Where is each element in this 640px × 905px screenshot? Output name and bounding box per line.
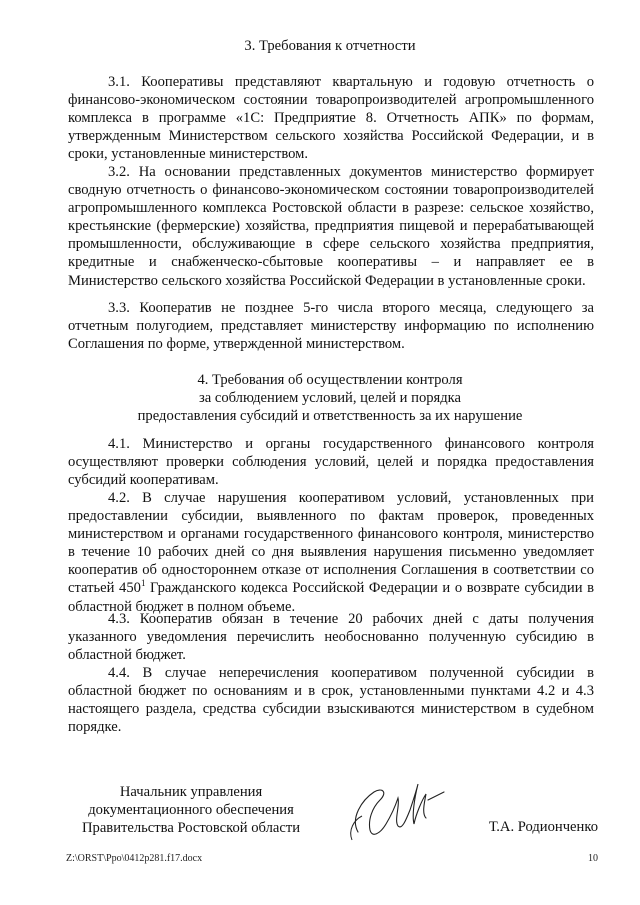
paragraph-3-1: 3.1. Кооперативы представляют квартальную и годовую отчетность о финансово-экономическом состоянии товаропроизводителей агропромышленного комплекса в программе «1С: Предприятие 8. Отчетность АПК» по формам, утвержденным Министерством сельского хозяйства Российской Федерации, и в сроки, установленные министерством. bbox=[68, 74, 594, 163]
section-3-title: 3. Требования к отчетности bbox=[244, 38, 416, 54]
section-4-title-line-3: предоставления субсидий и ответственность за их нарушение bbox=[137, 408, 523, 424]
signatory-title-line-3: Правительства Ростовской области bbox=[81, 820, 301, 836]
paragraph-4-2-text-b: Гражданского кодекса Российской Федерации и о возврате субсидии в областной бюджет в полном объеме. bbox=[68, 580, 594, 615]
signatory-title bbox=[66, 783, 316, 837]
handwritten-signature bbox=[340, 770, 450, 850]
paragraph-3-3: 3.3. Кооператив не позднее 5-го числа второго месяца, следующего за отчетным полугодием, представляет министерству информацию по исполнению Соглашения по форме, утвержденной министерством. bbox=[68, 300, 594, 353]
paragraph-4-2-text-a: 4.2. В случае нарушения кооперативом условий, установленных при предоставлении субсидии, выявленного по фактам проверок, проведенных министерством и органами государственного финансового контроля, министерство в течение 10 рабочих дней со дня выявления нарушения письменно уведомляет кооператив об одностороннем отказе от исполнения Соглашения в соответствии со статьей 450 bbox=[68, 490, 594, 597]
section-4-title bbox=[40, 371, 620, 425]
file-path: Z:\ORST\Ppo\0412p281.f17.docx bbox=[66, 853, 203, 864]
section-4-title-line-2: за соблюдением условий, целей и порядка bbox=[198, 390, 462, 406]
paragraph-4-3: 4.3. Кооператив обязан в течение 20 рабочих дней с даты получения указанного уведомления перечислить необоснованно полученную субсидию в областной бюджет. bbox=[68, 611, 594, 664]
paragraph-4-2 bbox=[68, 489, 594, 616]
signatory-title-line-1: Начальник управления bbox=[119, 784, 263, 800]
paragraph-4-1: 4.1. Министерство и органы государственного финансового контроля осуществляют проверки соблюдения условий, целей и порядка предоставления субсидий кооперативам. bbox=[68, 436, 594, 489]
paragraph-4-4: 4.4. В случае неперечисления кооперативом полученной субсидии в областной бюджет по основаниям и в срок, установленными пунктами 4.2 и 4.3 настоящего раздела, средства субсидии взыскиваются министерством в судебном порядке. bbox=[68, 665, 594, 736]
signatory-title-line-2: документационного обеспечения bbox=[88, 802, 294, 818]
page-number: 10 bbox=[588, 853, 598, 864]
signatory-name: Т.А. Родионченко bbox=[488, 819, 598, 835]
section-4-title-line-1: 4. Требования об осуществлении контроля bbox=[197, 372, 463, 388]
paragraph-3-2: 3.2. На основании представленных документов министерство формирует сводную отчетность о финансово-экономическом состоянии товаропроизводителей агропромышленного комплекса Ростовской области в разрезе: сельское хозяйство, крестьянские (фермерские) хозяйства, предприятия пищевой и перерабатывающей промышленности, обслуживающие в сфере сельского хозяйства предприятия, кредитные и снабженческо-сбытовые кооперативы – и направляет ее в Министерство сельского хозяйства Российской Федерации в установленные сроки. bbox=[68, 164, 594, 289]
article-superscript: 1 bbox=[140, 578, 146, 589]
